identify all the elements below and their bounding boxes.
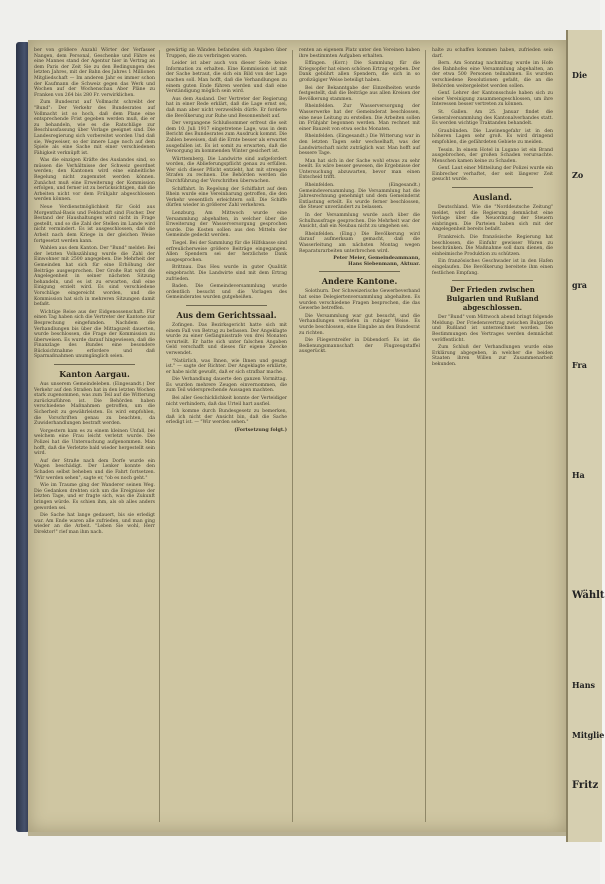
column-3 [299,48,420,824]
article-paragraph: Neue Verdienstmöglichkeit für Gold aus Morgenthal-Basis und Feldschaft sind Fischer. Der Bestand der Haushaltungen wird nicht in Frage gestellt, und so die Zahl der Stellen im Lande wird nicht vermindert. Es ist ausgeschlossen, daß die Arbeit nach dem Kriege in der gleichen Weise fortgesetzt werden kann. [34,205,155,244]
adjacent-page-fragment: Zo [572,170,584,180]
article-paragraph: Aus dem Ausland. Der Vertreter der Regierung hat in einer Rede erklärt, daß die Lage ernst sei, daß man aber nicht verzweifeln dürfe. Er forderte die Bevölkerung zur Ruhe und Besonnenheit auf. [166,96,287,119]
section-rule [452,187,533,188]
article-paragraph: Was die einzigen Kräfte des Auslandes sind, so müssen die Verhältnisse der Schweiz geordnet werden; den Kantonen wird eine einheitliche Regelung nicht zugemutet werden können. Zunächst muß eine Erweiterung der Kommission erfolgen, und ferner ist zu berücksichtigen, daß die Arbeiten nicht vor dem Frühjahr abgeschlossen werden können. [34,158,155,203]
article-paragraph: Deutschland. Wie die "Norddeutsche Zeitung" meldet, wird die Regierung demnächst eine Vorlage über die Neuordnung der Steuern einbringen. Die Parteien haben sich mit der Angelegenheit bereits befaßt. [432,205,553,233]
article-paragraph: halte zu schaffen kommen haben, zufrieden sein darf. [432,48,553,59]
article-paragraph: Genf. Lehrer der Kantonsschule haben sich zu einer Vereinigung zusammengeschlossen, um ihre Interessen besser vertreten zu können. [432,91,553,108]
article-paragraph: Genf. Laut einer Mitteilung der Polizei wurde ein Einbrecher verhaftet, der seit längerer Zeit gesucht wurde. [432,166,553,183]
article-paragraph: Rheinfelden. Zur Wasserversorgung der Wasserwerke hat der Gemeinderat beschlossen, eine neue Leitung zu erstellen. Die Arbeiten sollen im Frühjahr begonnen werden. Man rechnet mit einer Bauzeit von etwa sechs Monaten. [299,104,420,132]
column-divider [159,50,160,822]
section-heading-ausland: Ausland. [473,192,512,203]
article-paragraph: renten an eigenem Platz unter den Vereinen haben ihre bestimmten Aufgaben erhalten. [299,48,420,59]
article-paragraph: Schiffahrt. In Regelung der Schiffahrt auf dem Rhein wurde eine Vereinbarung getroffen, die den Verkehr wesentlich erleichtern soll. Die Schiffe dürfen wieder in größerer Zahl verkehren. [166,186,287,209]
article-paragraph: Ich komme durch Bundesgesetz zu bemerken, daß ich nicht der Ansicht bin, daß die Sache erledigt ist. — "Wir werden sehen." [166,409,287,426]
article-paragraph: Leider ist aber auch von dieser Seite keine Information zu erhalten. Eine Kommission ist mit der Sache betraut, die sich ein Bild von der Lage machen soll. Man hofft, daß die Verhandlungen zu einem guten Ende führen werden und daß eine Verständigung möglich sein wird. [166,61,287,95]
adjacent-page-edge [566,30,605,842]
article-paragraph: Aus unserem Gemeindeleben. (Eingesandt.) Der Verkehr auf den Straßen hat in den letzten Wochen stark zugenommen, was zum Teil auf die Witterung zurückzuführen ist. Die Behörden haben verschiedene Maßnahmen getroffen, um die Sicherheit zu gewährleisten. Es wird empfohlen, die Vorschriften genau zu beachten, da Zuwiderhandlungen bestraft werden. [34,382,155,427]
article-paragraph: Rheinfelden. (Eing.) Die Bevölkerung wird darauf aufmerksam gemacht, daß die Wasserleitung am nächsten Montag wegen Reparaturarbeiten unterbrochen wird. [299,231,420,254]
article-paragraph: Brittnau. Das Heu wurde in guter Qualität eingebracht. Die Landwirte sind mit dem Ertrag zufrieden. [166,265,287,282]
signature-line: Peter Meier, Gemeindeammann, [333,255,420,262]
signature-line: Hans Siebenmann, Aktuar. [348,260,420,267]
article-paragraph: Rheinfelden. (Eingesandt.) Die Witterung war in den letzten Tagen sehr wechselhaft, was der Landwirtschaft nicht zuträglich war. Man hofft auf bessere Tage. [299,134,420,157]
adjacent-page-fragment: Mitglie [572,730,605,740]
article-paragraph: In der Versammlung wurde auch über die Schulhausfrage gesprochen. Die Mehrheit war der Ansicht, daß ein Neubau nicht zu umgehen sei. [299,213,420,230]
article-paragraph: Bern. Am Sonntag nachmittag wurde im Hofe des Bahnhofes eine Versammlung abgehalten, an der etwa 500 Personen teilnahmen. Es wurden verschiedene Resolutionen gefaßt, die an die Behörden weitergeleitet werden sollen. [432,61,553,89]
article-paragraph: Baden. Die Gemeindeversammlung wurde ordentlich besucht und die Vorlagen des Gemeinderates wurden gutgeheißen. [166,284,287,301]
section-heading-frieden: Der Frieden zwischen Bulgarien und Rußland abgeschlossen. [446,285,539,313]
article-paragraph: Ein französisches Geschwader ist in den Hafen eingelaufen. Die Bevölkerung bereitete ihm einen festlichen Empfang. [432,259,553,276]
article-paragraph: St. Gallen. Am 25. Januar findet die Generalversammlung des Kantonalverbandes statt. Es werden wichtige Traktanden behandelt. [432,109,553,127]
article-paragraph: Zum Bundesrat auf Vollmacht schreibt der "Bund": Der Verkehr des Bundesrates auf Vollmacht ist so hoch, daß dem Plane eine entsprechende Frist gegeben werden muß, die er zu behandeln, wie es die Ratschläge zur Beschlussfassung über Vorlage geeignet sind. Die Landesregierung sich vorbereitet worden Und daß sie, Wegweiser, so der innere Lage noch auf dem Spiele als eine Sache mit einer verschiedenen Fähigkeit verknüpft ist. [34,100,155,156]
article-paragraph: "Natürlich, was Ihnen, wie Ihnen und gesagt ist." — sagte der Richter. Der Angeklagte erklärte, er habe nicht gewußt, daß er sich strafbar mache. [166,358,287,375]
article-paragraph: Rheinfelden. (Eingesandt.) Gemeindeversammlung. Die Versammlung hat die Jahresrechnung genehmigt und dem Gemeinderat Entlastung erteilt. Es wurde ferner beschlossen, die Steuer unverändert zu belassen. [299,183,420,211]
article-paragraph: Man hat sich in der Sache wohl etwas zu sehr beeilt. Es wäre besser gewesen, die Ergebnisse der Untersuchung abzuwarten, bevor man einen Entscheid trifft. [299,158,420,181]
article-paragraph: Graubünden. Die Lawinengefahr ist in den höheren Lagen sehr groß. Es wird dringend empfohlen, die gefährdeten Gebiete zu meiden. [432,128,553,145]
adjacent-page-fragment: Ha [572,470,585,480]
article-paragraph: Effingen. (Korr.) Die Sammlung für die Kriegsopfer hat einen schönen Ertrag ergeben. Der Dank gebührt allen Spendern, die sich in so großzügiger Weise beteiligt haben. [299,61,420,83]
section-heading-kanton-aargau: Kanton Aargau. [59,369,130,380]
article-paragraph: Der "Bund" vom Mittwoch abend bringt folgende Meldung: Der Friedensvertrag zwischen Bulgarien und Rußland ist unterzeichnet worden. Die Bestimmungen des Vertrages werden demnächst veröffentlicht. [432,315,553,343]
adjacent-page-fragment: Fritz [572,780,599,791]
article-paragraph: gewärtig an Wänden befanden sich Angaben über Truppen, die zu verbringen waren. [166,48,287,59]
adjacent-page-fragment: Wählt [572,590,605,601]
article-paragraph: Vorgestern kam es zu einem kleinen Unfall, bei welchem eine Frau leicht verletzt wurde. Die Polizei hat die Untersuchung aufgenommen. Man hofft, daß die Verletzte bald wieder hergestellt sein wird. [34,428,155,457]
section-heading-gerichtssaal: Aus dem Gerichtssaal. [176,309,277,320]
section-rule [319,271,400,272]
article-paragraph: Tiegel. Bei der Sammlung für die Hilfskasse sind erfreulicherweise größere Beiträge eingegangen. Allen Spendern sei der herzlichste Dank ausgesprochen. [166,241,287,263]
section-rule [452,280,533,281]
article-paragraph: Wahlen aus dem Kanton. Der "Bund" meldet: Bei der letzten Volkszählung wurde die Zahl der Einwohner mit 2500 angegeben. Die Mehrheit der Gemeinden hat sich für eine Erhöhung der Beiträge ausgesprochen. Der Große Rat wird die Angelegenheit in seiner nächsten Sitzung behandeln, und es ist zu erwarten, daß eine Einigung erzielt wird. Es sind verschiedene Vorschläge eingereicht worden, und die Kommission hat sich in mehreren Sitzungen damit befaßt. [34,246,155,308]
article-paragraph: Lenzburg. Am Mittwoch wurde eine Versammlung abgehalten, in welcher über die Erweiterung der Wasserversorgung gesprochen wurde. Die Kosten sollen aus den Mitteln der Gemeinde gedeckt werden. [166,211,287,239]
article-paragraph: Zum Schluß der Verhandlungen wurde eine Erklärung abgegeben, in welcher die beiden Staaten ihren Willen zur Zusammenarbeit bekunden. [432,345,553,367]
article-paragraph: ber von größere Anzahl Wörter der Verfasser Nangen, dem Personal, Geschenke und Fähre es eine Mannes stand der Agentur hier in Vertrag an dem Paris der Zeit Sie zu den Bedingungen des letzten Jahres, mit der Bahn des Jahres 1 Millionen Mitgliedschaft — Im anderen Jahr es immer schon der Kaufmann die Schweiz gegen das Werk und Wochen auf der Wochenschau Aber Pläne zu Franken von 264 bis 280 Fr. verwirklichen. [34,48,155,98]
article-paragraph: Zofingen. Das Bezirksgericht hatte sich mit einem Fall von Betrug zu befassen. Der Angeklagte wurde zu einer Gefängnisstrafe von drei Monaten verurteilt. Er hatte sich unter falschen Angaben Geld verschafft und dieses für eigene Zwecke verwendet. [166,322,287,356]
newspaper-page [28,40,566,832]
adjacent-page-fragment: Hans [572,680,596,690]
column-divider [425,50,426,822]
article-paragraph: Solothurn. Der Schweizerische Gewerbeverband hat seine Delegiertenversammlung abgehalten. Es wurden verschiedene Fragen besprochen, die das Gewerbe betreffen. [299,289,420,312]
column-2 [166,48,287,824]
article-paragraph: Bei aller Geschicklichkeit konnte der Verteidiger nicht verhindern, daß das Urteil hart ausfiel. [166,396,287,407]
article-paragraph: Der vergangene Schlußsommer erfreut die seit dem 10. Juli 1917 eingetretene Lage, was in dem Bericht des Bundesrates zum Ausdruck kommt. Die Zahlen beweisen, daß die Ernte besser als erwartet ausgefallen ist. Es ist somit zu erwarten, daß die Versorgung im kommenden Winter gesichert ist. [166,121,287,155]
column-divider [292,50,293,822]
article-paragraph: Die Verhandlung dauerte den ganzen Vormittag. Es wurden mehrere Zeugen einvernommen, die zum Teil widersprechende Aussagen machten. [166,377,287,394]
column-4 [432,48,553,824]
article-paragraph: Württemberg. Die Landwirte sind aufgefordert worden, die Ablieferungspflicht genau zu erfüllen. Wer sich dieser Pflicht entzieht, hat mit strengen Strafen zu rechnen. Die Behörden werden die Durchführung der Vorschriften überwachen. [166,156,287,185]
article-paragraph: Wichtige Reise aus der Eidgenossenschaft. Für einen Tag haben sich die Vertreter der Kantone zur Besprechung eingefunden. Nachdem die Verhandlungen bis über die Mittagszeit dauerten, wurde beschlossen, die Frage der Kommission zu überweisen. Es wurde darauf hingewiesen, daß die Finanzlage des Bundes eine besondere Rücksichtnahme erfordere und daß Sparmaßnahmen unumgänglich seien. [34,309,155,360]
section-rule [54,364,135,365]
section-heading-andere-kantone: Andere Kantone. [321,276,398,287]
article-paragraph: Die Versammlung war gut besucht, und die Verhandlungen verliefen in ruhiger Weise. Es wurde beschlossen, eine Eingabe an den Bundesrat zu richten. [299,313,420,336]
article-paragraph: Tessin. In einem Hotel in Lugano ist ein Brand ausgebrochen, der großen Schaden verursachte. Menschen kamen keine zu Schaden. [432,147,553,164]
article-paragraph: Die Sache hat lange gedauert, bis sie erledigt war. Am Ende waren alle zufrieden, und man ging wieder an die Arbeit. "Leben Sie wohl, Herr Direktor!" rief man ihm nach. [34,513,155,535]
article-paragraph: Bei der Bekanntgabe der Einzelheiten wurde festgestellt, daß die Beiträge aus allen Kreisen der Bevölkerung stammen. [299,85,420,102]
article-paragraph: Wie im Traume ging der Wanderer seinen Weg. Die Gedanken drehten sich um die Ereignisse der letzten Tage, und er fragte sich, was die Zukunft bringen würde. Es schien ihm, als ob alles anders geworden sei. [34,483,155,511]
article-paragraph: Auf der Straße nach dem Dorfe wurde ein Wagen beschädigt. Der Lenker konnte den Schaden selbst beheben und die Fahrt fortsetzen. "Wir werden sehen", sagte er, "ob es noch geht." [34,458,155,481]
adjacent-page-fragment: Fra [572,360,587,370]
section-rule [186,305,267,306]
article-paragraph: Die Fliegerstreifer in Dübendorf: Es ist die Bedienungsmannschaft der Flugzeugstaffel ausgerückt. [299,338,420,355]
column-1 [34,48,155,824]
continuation-note: (Fortsetzung folgt.) [234,427,287,434]
article-paragraph: Frankreich. Die französische Regierung hat beschlossen, die Einfuhr gewisser Waren zu beschränken. Die Maßnahme soll dazu dienen, die einheimische Produktion zu schützen. [432,235,553,257]
adjacent-page-fragment: Die [572,70,588,80]
adjacent-page-fragment: gra [572,280,587,290]
page-bottom-edge [28,832,566,836]
